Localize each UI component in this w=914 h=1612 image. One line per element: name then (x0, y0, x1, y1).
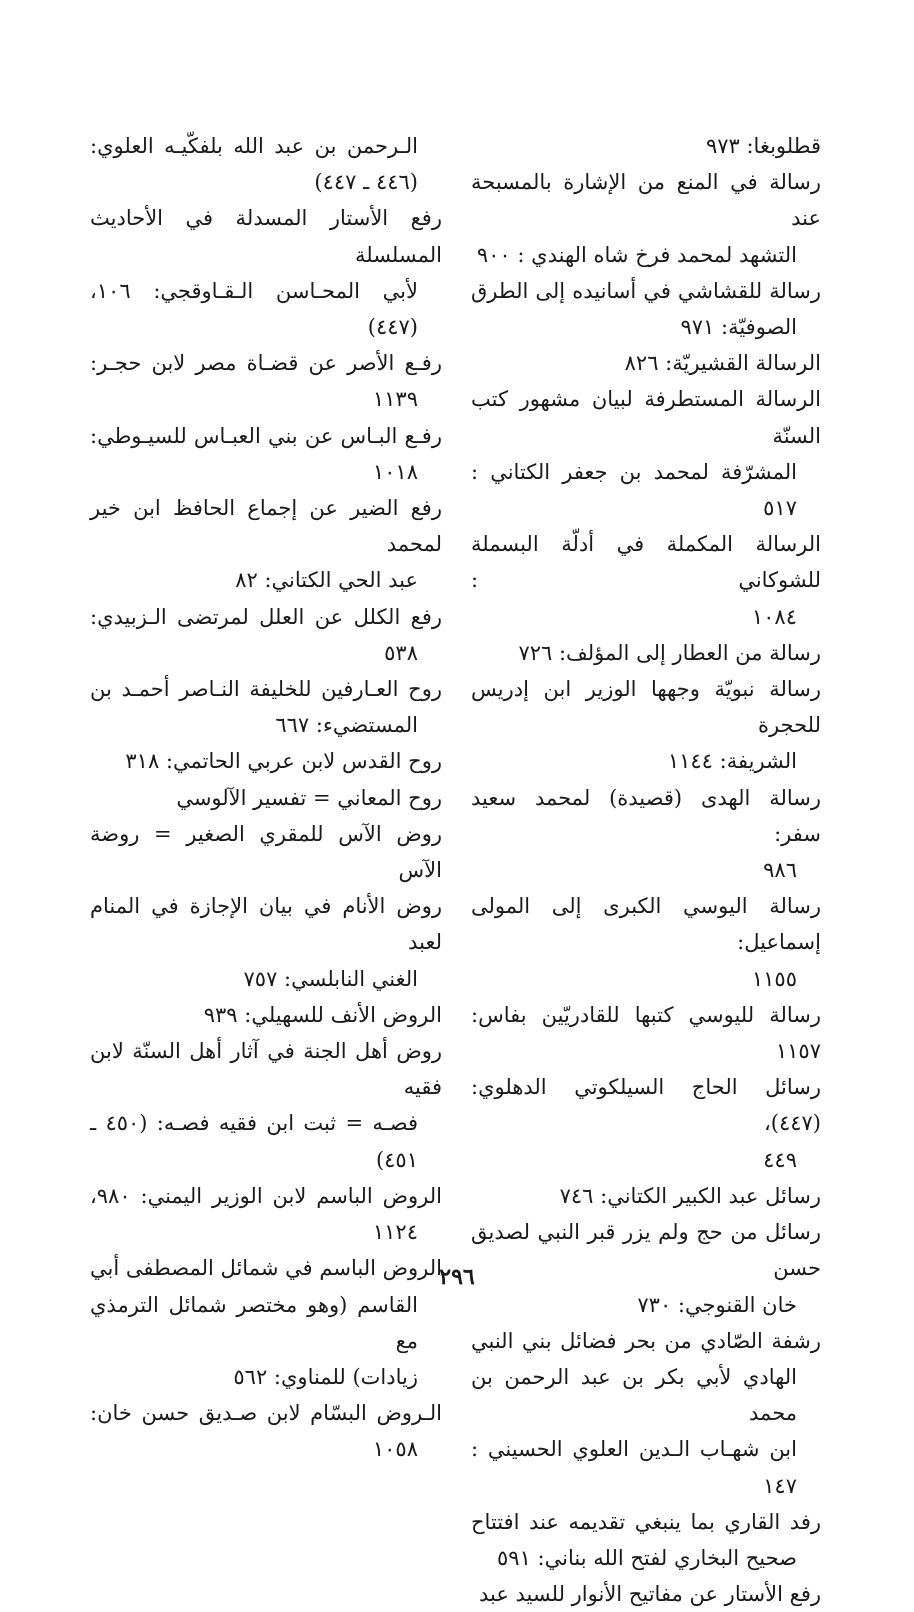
entry-title: الرسالة القشيريّة: ٨٢٦ (624, 351, 821, 376)
entry-continuation: ١٠١٨ (372, 459, 418, 484)
entry-continuation: ١٠٥٨ (372, 1437, 418, 1462)
entry-title: رفع الأستار عن مفاتيح الأنوار للسيد عبد (478, 1582, 821, 1607)
index-entry (90, 1395, 442, 1467)
entry-title: روض أهل الجنة في آثار أهل السنّة لابن فقيه (90, 1039, 442, 1100)
entry-continuation: زيادات) للمناوي: ٥٦٢ (233, 1364, 418, 1389)
entry-continuation: (٤٤٧) (367, 315, 418, 340)
entry-continuation: ٤٤٩ (763, 1147, 797, 1172)
index-entry (471, 128, 821, 164)
entry-title: رفع الضير عن إجماع الحافظ ابن خير لمحمد (90, 496, 442, 557)
index-entry (90, 888, 442, 997)
entry-title: رسالة في المنع من الإشارة بالمسبحة عند (471, 170, 821, 231)
entry-title: رسالة نبويّة وجهها الوزير ابن إدريس للحجرة (471, 677, 821, 738)
entry-continuation: الصوفيّة: ٩٧١ (680, 315, 797, 340)
entry-title: الرسالة المستطرفة لبيان مشهور كتب السنّة (471, 387, 821, 448)
entry-title: رسائل عبد الكبير الكتاني: ٧٤٦ (559, 1183, 821, 1208)
entry-continuation: ١١٣٩ (372, 387, 418, 412)
entry-continuation: ١١٢٤ (372, 1220, 418, 1245)
entry-continuation: (٤٤٦ ـ ٤٤٧) (314, 170, 418, 195)
entry-continuation: ١١٥٥ (751, 966, 797, 991)
entry-title: الروض الباسم في شمائل المصطفى أبي (90, 1256, 442, 1281)
entry-title: الـروض البسّام لابن صـديق حسن خان: (90, 1401, 442, 1426)
index-entry (90, 418, 442, 490)
index-entry (471, 345, 821, 381)
entry-continuation: الهادي لأبي بكر بن عبد الرحمن بن محمد (471, 1364, 797, 1426)
entry-title: الرسالة المكملة في أدلّة البسملة للشوكاني : (471, 532, 821, 593)
entry-continuation: ١٠٨٤ (751, 604, 797, 629)
index-entry (90, 743, 442, 779)
entry-continuation: المستضيء: ٦٦٧ (275, 713, 418, 738)
index-entry (471, 780, 821, 889)
entry-continuation: فصـه = ثبت ابن فقيه فصـه: (٤٥٠ ـ (90, 1111, 418, 1136)
entry-continuation: التشهد لمحمد فرخ شاه الهندي : ٩٠٠ (476, 242, 797, 267)
index-entry (471, 671, 821, 780)
index-entry (90, 345, 442, 417)
entry-title: رسالة لليوسي كتبها للقادريّين بفاس: ١١٥٧ (471, 1002, 821, 1064)
entry-continuation: الغني النابلسي: ٧٥٧ (243, 966, 418, 991)
index-entry (90, 490, 442, 599)
entry-continuation: لأبي المحـاسن الـقـاوقجي: ١٠٦، (90, 278, 418, 303)
entry-title: قطلوبغا: ٩٧٣ (705, 134, 821, 158)
index-entry (90, 816, 442, 888)
index-entry (471, 635, 821, 671)
entry-continuation: ١٤٧ (763, 1473, 797, 1498)
entry-title: رفع الكلل عن العلل لمرتضى الـزبيدي: (90, 604, 442, 629)
index-entry (471, 1069, 821, 1178)
entry-title: رفـع الأصر عن قضـاة مصر لابن حجـر: (90, 351, 442, 376)
index-entry (90, 1033, 442, 1178)
entry-title: روض الأنام في بيان الإجازة في المنام لعبد (90, 894, 442, 955)
index-entry (90, 128, 442, 200)
entry-title: رفـع البـاس عن بني العبـاس للسيـوطي: (90, 423, 442, 448)
index-entry (90, 599, 442, 671)
entry-continuation: صحيح البخاري لفتح الله بناني: ٥٩١ (497, 1545, 797, 1570)
index-entry (471, 273, 821, 345)
index-entry (90, 997, 442, 1033)
entry-title: روض الآس للمقري الصغير = روضة الآس (90, 821, 442, 883)
index-entry (471, 1323, 821, 1504)
entry-title: رسالة الهدى (قصيدة) لمحمد سعيد سفر: (471, 785, 821, 846)
entry-title: رسالة للقشاشي في أسانيده إلى الطرق (471, 278, 821, 303)
entry-continuation: المشرّفة لمحمد بن جعفر الكتاني : ٥١٧ (471, 459, 797, 521)
entry-continuation: ابن شهـاب الـدين العلوي الحسيني : (471, 1437, 797, 1462)
index-entry (90, 671, 442, 743)
index-entry (471, 381, 821, 526)
entry-continuation: القاسم (وهو مختصر شمائل الترمذي مع (90, 1292, 418, 1353)
entry-title: الروض الأنف للسهيلي: ٩٣٩ (203, 1002, 442, 1027)
entry-title: الروض الباسم لابن الوزير اليمني: ٩٨٠، (90, 1183, 442, 1208)
entry-continuation: عبد الحي الكتاني: ٨٢ (235, 568, 418, 593)
entry-title: الـرحمن بن عبد الله بلفكّيـه العلوي: (90, 134, 418, 158)
index-entry (471, 1504, 821, 1576)
page-number: ٢٩٦ (439, 1264, 475, 1290)
entry-title: رسالة اليوسي الكبرى إلى المولى إسماعيل: (471, 894, 821, 955)
index-entry (90, 200, 442, 345)
entry-title: رسائل الحاج السيلكوتي الدهلوي: (٤٤٧)، (471, 1075, 821, 1136)
entry-title: رشفة الصّادي من بحر فضائل بني النبي (471, 1328, 821, 1353)
entry-continuation: ٤٥١) (375, 1147, 418, 1172)
entry-title: روح القدس لابن عربي الحاتمي: ٣١٨ (125, 749, 442, 774)
index-entry (471, 997, 821, 1069)
entry-title: روح العـارفين للخليفة النـاصر أحمـد بن (90, 677, 442, 702)
entry-title: رسالة من العطار إلى المؤلف: ٧٢٦ (518, 640, 821, 665)
index-entry (90, 780, 442, 816)
index-entry (471, 888, 821, 997)
entry-continuation: الشريفة: ١١٤٤ (667, 749, 797, 774)
entry-continuation: خان القنوجي: ٧٣٠ (637, 1292, 797, 1317)
entry-title: رفد القاري بما ينبغي تقديمه عند افتتاح (471, 1509, 821, 1534)
entry-continuation: ٩٨٦ (763, 858, 797, 883)
index-entry (471, 164, 821, 273)
index-entry (471, 526, 821, 635)
entry-title: رفع الأستار المسدلة في الأحاديث المسلسلة (90, 206, 442, 267)
entry-title: روح المعاني = تفسير الآلوسي (176, 785, 442, 810)
index-entry (471, 1576, 821, 1612)
entry-title: رسائل من حج ولم يزر قبر النبي لصديق حسن (471, 1220, 821, 1281)
entry-continuation: ٥٣٨ (384, 640, 418, 665)
right-column (471, 128, 821, 1612)
index-entry (90, 1178, 442, 1250)
index-entry (471, 1178, 821, 1214)
